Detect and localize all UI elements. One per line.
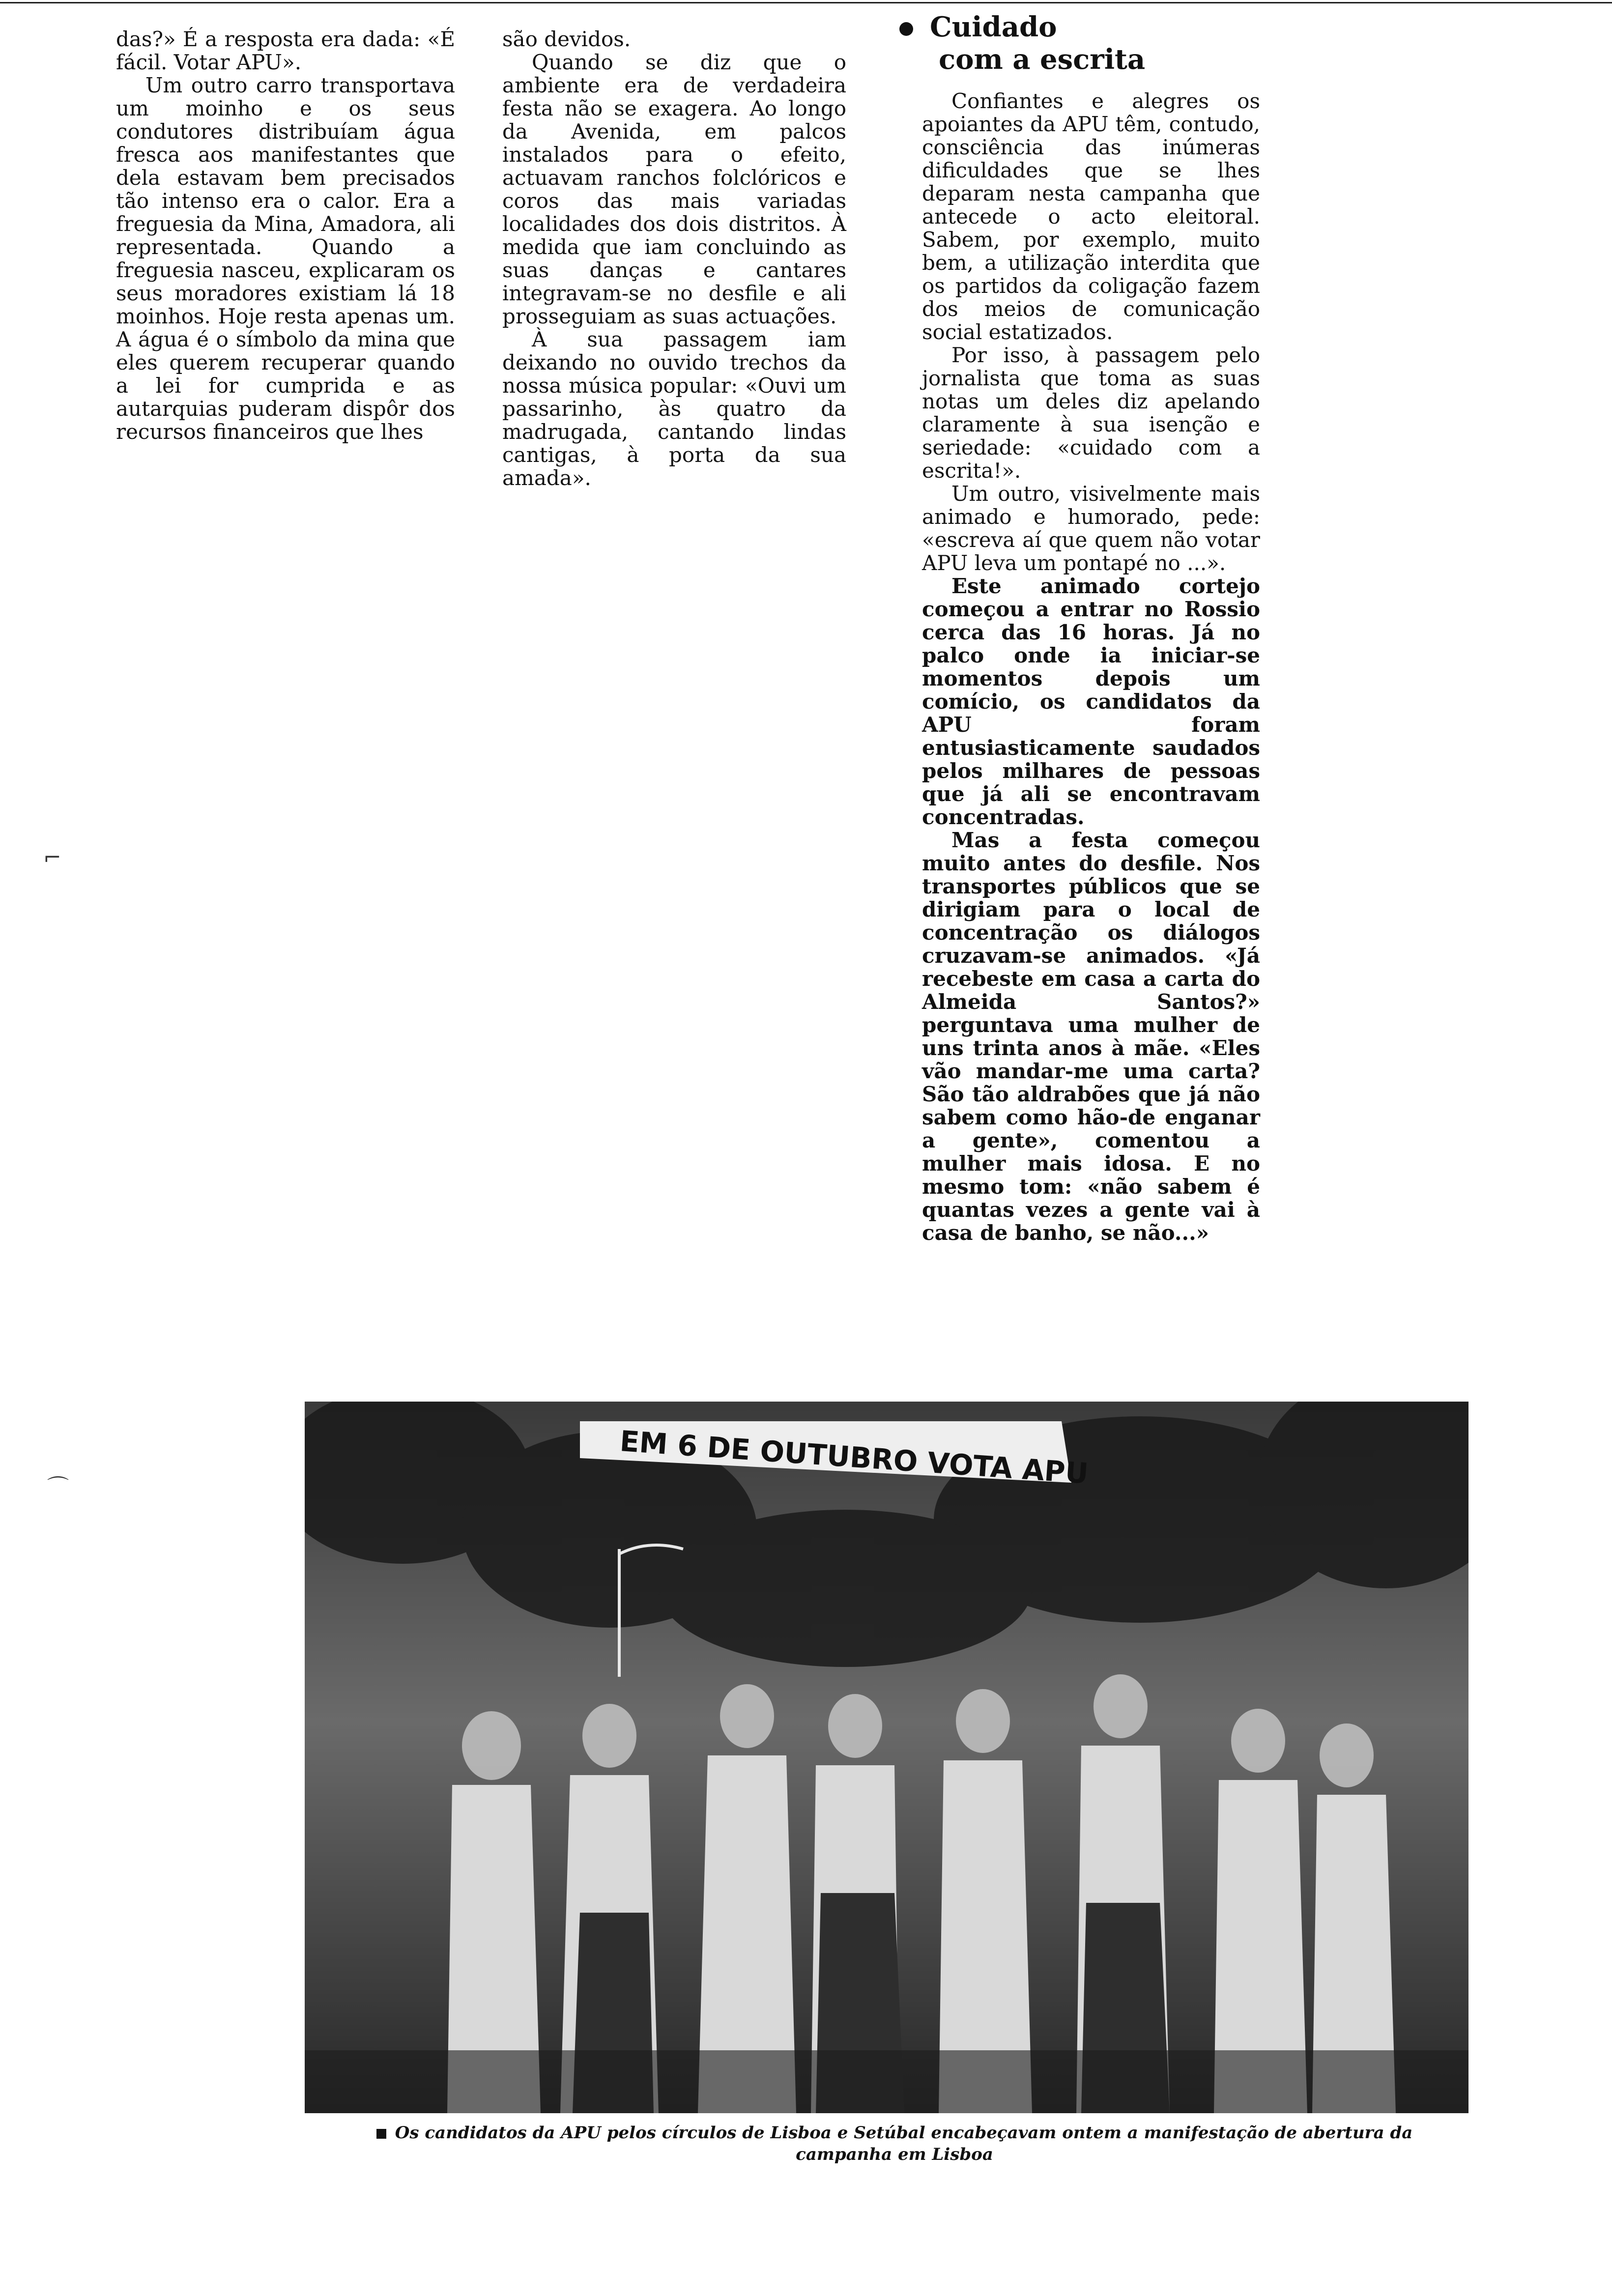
- rally-photograph: [305, 1402, 1468, 2113]
- top-rule: [0, 2, 1612, 3]
- photo-illustration: [305, 1402, 1468, 2113]
- heading-line-2: com a escrita: [939, 43, 1146, 76]
- col1-paragraph-1: das?» É a resposta era dada: «É fácil. Votar APU».: [116, 27, 455, 74]
- col3-paragraph-4: Este animado cortejo começou a entrar no Rossio cerca das 16 horas. Já no palco onde ia iniciar-se momentos depois um comício, os candidatos da APU foram entusiasticamente saudados pelos milhares de pessoas que já ali se encontravam concentradas.: [922, 574, 1260, 829]
- col2-paragraph-3: À sua passagem iam deixando no ouvido trechos da nossa música popular: «Ouvi um passarinho, às quatro da madrugada, cantando lindas cantigas, à porta da sua amada».: [502, 327, 846, 490]
- col3-paragraph-1: Confiantes e alegres os apoiantes da APU têm, contudo, consciência das inúmeras dificuldades que se lhes deparam nesta campanha que antecede o acto eleitoral. Sabem, por exemplo, muito bem, a utilização interdita que os partidos da coligação fazem dos meios de comunicação social estatizados.: [922, 89, 1260, 344]
- photo-caption: [315, 2122, 1474, 2165]
- col3-paragraph-3: Um outro, visivelmente mais animado e humorado, pede: «escreva aí que quem não votar APU leva um pontapé no ...».: [922, 482, 1260, 575]
- stray-mark: ⌒: [47, 1475, 69, 1500]
- col2-paragraph-1: são devidos.: [502, 27, 631, 51]
- section-heading: [899, 11, 1253, 76]
- article-column-2: [502, 28, 846, 489]
- col3-paragraph-5: Mas a festa começou muito antes do desfile. Nos transportes públicos que se dirigiam para o local de concentração os diálogos cruzavam-se animados. «Já recebeste em casa a carta do Almeida Santos?» perguntava uma mulher de uns trinta anos à mãe. «Eles vão mandar-me uma carta? São tão aldrabões que já não sabem como hão-de enganar a gente», comentou a mulher mais idosa. E no mesmo tom: «não sabem é quantas vezes a gente vai à casa de banho, se não...»: [922, 828, 1260, 1245]
- col2-paragraph-2: Quando se diz que o ambiente era de verdadeira festa não se exagera. Ao longo da Avenida, em palcos instalados para o efeito, actuavam ranchos folclóricos e coros das mais variadas localidades dos dois distritos. À medida que iam concluindo as suas danças e cantares integravam-se no desfile e ali prosseguiam as suas actuações.: [502, 50, 846, 328]
- article-column-3: [922, 89, 1260, 1244]
- banner-text: EM 6 DE OUTUBRO VOTA APU: [619, 1424, 1090, 1491]
- article-column-1: [116, 28, 455, 443]
- caption-line-1: Os candidatos da APU pelos círculos de Lisboa e Setúbal encabeçavam ontem a manifestação de abertura da: [395, 2123, 1413, 2143]
- caption-bullet-icon: [376, 2129, 386, 2139]
- stray-mark: ⌐: [43, 845, 61, 870]
- caption-line-2: campanha em Lisboa: [796, 2145, 993, 2164]
- bullet-icon: [899, 22, 913, 36]
- col1-paragraph-2: Um outro carro transportava um moinho e os seus condutores distribuíam água fresca aos manifestantes que dela estavam bem precisados tão intenso era o calor. Era a freguesia da Mina, Amadora, ali representada. Quando a freguesia nasceu, explicaram os seus moradores existiam lá 18 moinhos. Hoje resta apenas um. A água é o símbolo da mina que eles querem recuperar quando a lei for cumprida e as autarquias puderam dispôr dos recursos financeiros que lhes: [116, 73, 455, 444]
- col3-paragraph-2: Por isso, à passagem pelo jornalista que toma as suas notas um deles diz apelando claramente à sua isenção e seriedade: «cuidado com a escrita!».: [922, 343, 1260, 483]
- heading-line-1: Cuidado: [930, 11, 1057, 43]
